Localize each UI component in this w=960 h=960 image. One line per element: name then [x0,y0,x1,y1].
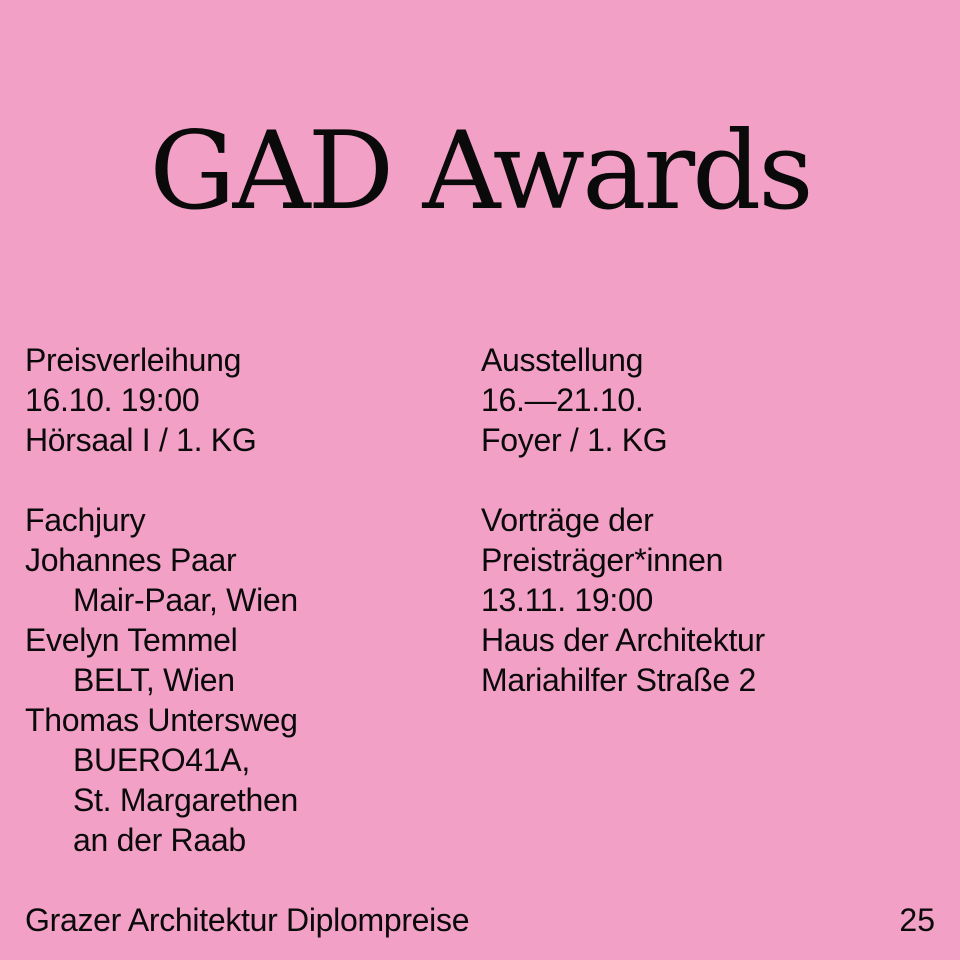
lectures-heading: Preisträger*innen [481,542,724,578]
jury-member-name: Thomas Untersweg [25,702,298,738]
ceremony-date-time: 16.10. 19:00 [25,382,200,418]
ceremony-heading: Preisverleihung [25,342,242,378]
exhibition-dates: 16.—21.10. [481,382,644,418]
footer-number: 25 [899,902,935,938]
exhibition-block [481,340,941,460]
footer-name: Grazer Architektur Diplompreise [25,902,470,938]
jury-member-name: Johannes Paar [25,542,237,578]
jury-member-affiliation: an der Raab [73,822,246,858]
lectures-address: Mariahilfer Straße 2 [481,662,756,698]
spacer [481,460,941,500]
exhibition-location: Foyer / 1. KG [481,422,668,458]
right-column [481,340,941,700]
jury-member-affiliation: Mair-Paar, Wien [73,582,298,618]
lectures-heading: Vorträge der [481,502,654,538]
ceremony-block [25,340,465,460]
ceremony-location: Hörsaal I / 1. KG [25,422,257,458]
lectures-venue: Haus der Architektur [481,622,765,658]
jury-block [25,500,465,860]
jury-member-name: Evelyn Temmel [25,622,238,658]
exhibition-heading: Ausstellung [481,342,644,378]
poster-title: GAD Awards [149,109,811,234]
jury-member-affiliation: BELT, Wien [73,662,235,698]
spacer [25,460,465,500]
left-column [25,340,465,860]
lectures-date-time: 13.11. 19:00 [481,582,653,618]
lectures-block [481,500,941,700]
jury-heading: Fachjury [25,502,146,538]
jury-member-affiliation: St. Margarethen [73,782,298,818]
jury-member-affiliation: BUERO41A, [73,742,250,778]
